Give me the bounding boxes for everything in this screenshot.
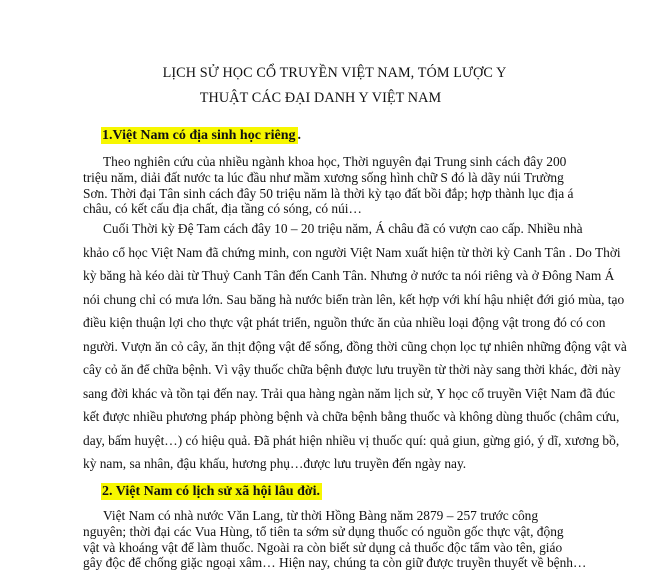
paragraph-line: day, bấm huyệt…) có hiệu quả. Đã phát hiện nhiều vị thuốc quí: quả giun, gừng gió, ý dĩ, xương bồ, — [83, 432, 620, 448]
section-2-paragraph-1 — [83, 508, 588, 571]
paragraph-line: điều kiện thuận lợi cho thực vật phát triển, nguồn thức ăn của nhiều loại động vật trong đó có con — [83, 315, 606, 330]
section-1-paragraph-2 — [83, 217, 627, 476]
section-1-paragraph-1 — [83, 154, 588, 217]
section-2-heading — [101, 484, 322, 500]
paragraph-line: châu, có kết cấu địa chất, địa tầng có sóng, có núi… — [83, 201, 362, 217]
paragraph-line: nguyên; thời đại các Vua Hùng, tổ tiên ta sớm sử dụng thuốc có nguồn gốc thực vật, động — [83, 523, 564, 539]
section-1-heading-period: . — [297, 128, 302, 143]
section-1-heading-highlight: 1.Việt Nam có địa sinh học riêng — [102, 128, 296, 143]
document-title-line-1: LỊCH SỬ HỌC CỔ TRUYỀN VIỆT NAM, TÓM LƯỢC Y — [162, 65, 507, 81]
paragraph-line: khảo cổ học Việt Nam đã chứng minh, con người Việt Nam xuất hiện từ thời kỳ Canh Tân . Do Thời — [83, 244, 621, 260]
paragraph-line: nói chung chỉ có mưa lớn. Sau băng hà nước biển tràn lên, kết hợp với khí hậu nhiệt đới gió mùa, tạo — [83, 291, 625, 307]
paragraph-line: kỳ nam, sa nhân, đậu khấu, hương phụ…được lưu truyền đến ngày nay. — [83, 456, 467, 471]
document-title-line-2: THUẬT CÁC ĐẠI DANH Y VIỆT NAM — [199, 90, 442, 106]
paragraph-line: Sơn. Thời đại Tân sinh cách đây 50 triệu năm là thời kỳ tạo đất bồi đắp; hợp thành lục địa á — [83, 185, 574, 201]
paragraph-line: cây cỏ ăn để chữa bệnh. Vì vậy thuốc chữa bệnh được lưu truyền từ thời này sang thời khác, đời này — [83, 362, 621, 377]
section-1-heading — [101, 128, 301, 144]
paragraph-line: Theo nghiên cứu của nhiều ngành khoa học, Thời nguyên đại Trung sinh cách đây 200 — [103, 154, 567, 169]
paragraph-line: gây độc để chống giặc ngoại xâm… Hiện nay, chúng ta còn giữ được truyền thuyết về bệnh… — [83, 555, 587, 571]
section-2-heading-highlight: 2. Việt Nam có lịch sử xã hội lâu đời. — [102, 484, 320, 499]
paragraph-line: triệu năm, diải đất nước ta lúc đầu như mầm xương sống hình chữ S đó là dãy núi Trường — [83, 169, 564, 185]
paragraph-line: sang đời khác và tồn tại đến nay. Trải qua hàng ngàn năm lịch sử, Y học cổ truyền Việt Nam đã đúc — [83, 385, 616, 401]
paragraph-line: Việt Nam có nhà nước Văn Lang, từ thời Hồng Bàng năm 2879 – 257 trước công — [103, 508, 539, 523]
paragraph-line: người. Vượn ăn cỏ cây, ăn thịt động vật để sống, đồng thời cũng chọn lọc tự nhiên những động vật và — [83, 338, 627, 354]
paragraph-line: Cuối Thời kỳ Đệ Tam cách đây 10 – 20 triệu năm, Á châu đã có vượn cao cấp. Nhiều nhà — [103, 221, 583, 236]
paragraph-line: kỳ băng hà kéo dài từ Thuỷ Canh Tân đến Canh Tân. Nhưng ở nước ta nói riêng và ở Đông Nam Á — [83, 268, 615, 283]
paragraph-line: vật và khoáng vật để làm thuốc. Ngoài ra còn biết sử dụng cả thuốc độc tẩm vào tên, giáo — [83, 539, 563, 555]
paragraph-line: kết được nhiều phương pháp phòng bệnh và chữa bệnh bằng thuốc và không dùng thuốc (châm cứu, — [83, 409, 620, 424]
